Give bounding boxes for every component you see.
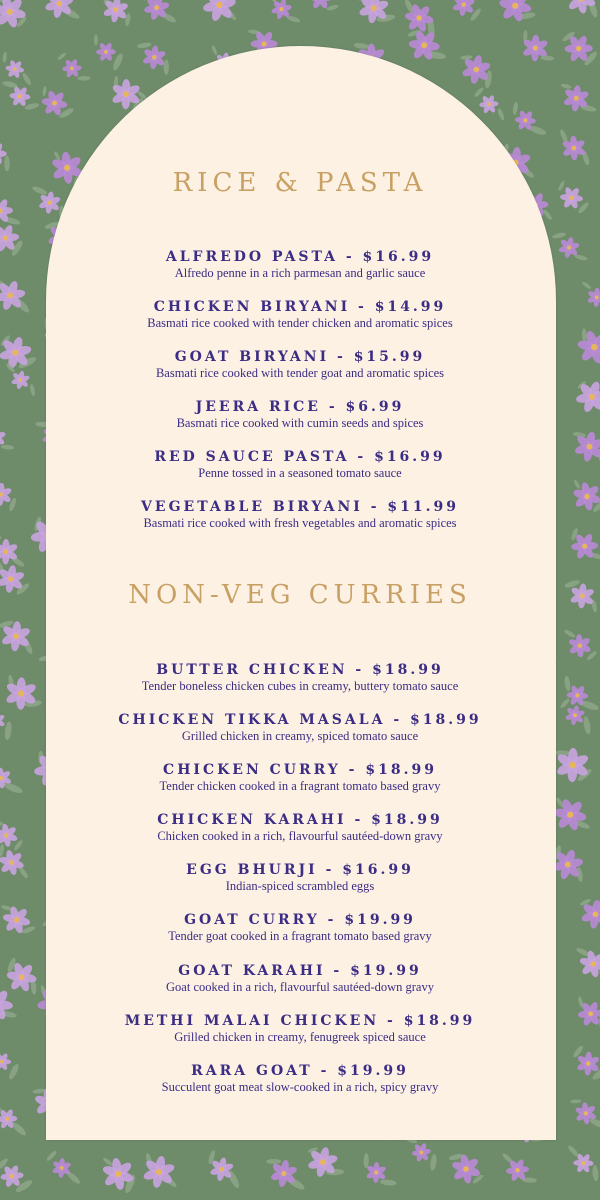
flower-icon [96,42,116,62]
leaf-icon [582,328,587,342]
leaf-icon [592,1165,599,1182]
flower-icon [142,45,167,69]
leaf-icon [577,201,590,215]
menu-item-methi-malai-chicken [100,1012,500,1044]
item-description: Penne tossed in a seasoned tomato sauce [198,466,402,480]
leaf-icon [13,839,24,852]
leaf-icon [512,101,519,115]
flower-icon [479,94,499,114]
section-title-rice-pasta: RICE & PASTA [172,168,428,198]
item-description: Basmati rice cooked with tender chicken and aromatic spices [147,316,453,330]
leaf-icon [77,76,90,81]
item-description: Chicken cooked in a rich, flavourful sautéed-down gravy [157,829,443,843]
item-description: Goat cooked in a rich, flavourful sautéed-down gravy [166,980,434,994]
item-name: GOAT CURRY - $19.99 [184,912,416,928]
leaf-icon [7,1063,20,1081]
leaf-icon [363,1153,369,1168]
flower-icon [5,59,24,78]
menu-item-goat-curry [100,911,500,943]
menu-item-goat-karahi [100,962,500,994]
menu-item-chicken-tikka-masala [100,711,500,743]
leaf-icon [326,4,339,12]
item-description: Alfredo penne in a rich parmesan and garlic sauce [174,266,426,280]
flower-icon [9,86,30,108]
leaf-icon [429,1154,437,1171]
item-name: RARA GOAT - $19.99 [191,1063,409,1079]
menu-item-chicken-biryani [100,298,500,330]
item-name: GOAT BIRYANI - $15.99 [174,349,426,365]
flower-icon [0,0,27,29]
menu-item-red-sauce-pasta [100,448,500,480]
menu-item-butter-chicken [100,661,500,693]
flower-icon [576,1051,600,1075]
leaf-icon [563,629,576,639]
item-name: ALFREDO PASTA - $16.99 [165,249,435,265]
leaf-icon [42,86,47,97]
item-name: GOAT KARAHI - $19.99 [178,963,422,979]
leaf-icon [21,925,36,935]
leaf-icon [46,1150,58,1163]
leaf-icon [111,52,124,71]
leaf-icon [0,844,5,858]
menu-item-vegetable-biryani [100,498,500,530]
leaf-icon [559,697,571,709]
flower-icon [412,1142,432,1162]
leaf-icon [211,45,218,56]
leaf-icon [2,51,7,62]
item-name: METHI MALAI CHICKEN - $18.99 [124,1013,476,1029]
item-name: RED SAUCE PASTA - $16.99 [154,449,446,465]
leaf-icon [4,721,13,740]
menu-item-chicken-curry [100,761,500,793]
item-description: Basmati rice cooked with fresh vegetables and aromatic spices [143,516,457,530]
flower-icon [587,288,600,308]
leaf-icon [266,1159,281,1164]
leaf-icon [497,108,506,121]
flower-icon [498,0,532,23]
item-description: Basmati rice cooked with cumin seeds and spices [176,416,424,430]
section-title-non-veg-curries: NON-VEG CURRIES [128,580,472,610]
leaf-icon [29,384,36,397]
item-description: Tender chicken cooked in a fragrant tomato based gravy [159,779,441,793]
leaf-icon [57,52,67,61]
leaf-icon [473,86,484,98]
leaf-icon [0,535,2,545]
item-name: CHICKEN TIKKA MASALA - $18.99 [118,712,482,728]
item-description: Succulent goat meat slow-cooked in a rich, spicy gravy [161,1080,439,1094]
item-description: Basmati rice cooked with tender goat and aromatic spices [155,366,445,380]
leaf-icon [58,107,75,120]
flower-icon [0,1164,24,1188]
item-description: Tender boneless chicken cubes in creamy, buttery tomato sauce [141,679,459,693]
flower-icon [0,711,6,730]
leaf-icon [582,716,591,735]
flower-icon [577,330,600,365]
flower-icon [11,370,30,389]
leaf-icon [560,83,572,90]
flower-icon [565,705,586,726]
leaf-icon [1,444,14,450]
leaf-icon [137,42,152,49]
flower-icon [0,483,13,507]
flower-icon [62,58,82,78]
leaf-icon [94,34,98,45]
menu-item-alfredo-pasta [100,248,500,280]
flower-icon [0,1052,11,1071]
menu-item-jeera-rice [100,398,500,430]
leaf-icon [552,232,567,240]
item-description: Grilled chicken in creamy, spiced tomato sauce [181,729,419,743]
item-description: Tender goat cooked in a fragrant tomato based gravy [168,929,432,943]
item-name: JEERA RICE - $6.99 [195,399,405,415]
leaf-icon [581,281,592,290]
flower-icon [103,0,129,23]
leaf-icon [21,72,32,86]
item-name: VEGETABLE BIRYANI - $11.99 [141,499,459,515]
flower-icon [0,823,18,847]
flower-icon [202,0,237,22]
item-name: BUTTER CHICKEN - $18.99 [156,662,444,678]
flower-icon [568,634,592,658]
flower-icon [0,426,6,448]
leaf-icon [570,1099,581,1104]
item-name: CHICKEN KARAHI - $18.99 [157,812,443,828]
item-description: Grilled chicken in creamy, fenugreek spiced sauce [174,1030,426,1044]
menu-item-egg-bhurji [100,861,500,893]
leaf-icon [163,60,169,75]
menu-item-rara-goat [100,1062,500,1094]
leaf-icon [380,1179,397,1186]
leaf-icon [564,675,572,691]
leaf-icon [559,129,569,144]
leaf-icon [24,102,40,111]
item-name: EGG BHURJI - $16.99 [186,862,414,878]
menu-item-goat-biryani [100,348,500,380]
menu-item-chicken-karahi [100,811,500,843]
flower-icon [452,0,475,16]
leaf-icon [542,209,553,221]
leaf-icon [353,42,369,50]
item-name: CHICKEN CURRY - $18.99 [163,762,437,778]
item-name: CHICKEN BIRYANI - $14.99 [153,299,447,315]
leaf-icon [573,479,581,490]
item-description: Indian-spiced scrambled eggs [225,879,375,893]
